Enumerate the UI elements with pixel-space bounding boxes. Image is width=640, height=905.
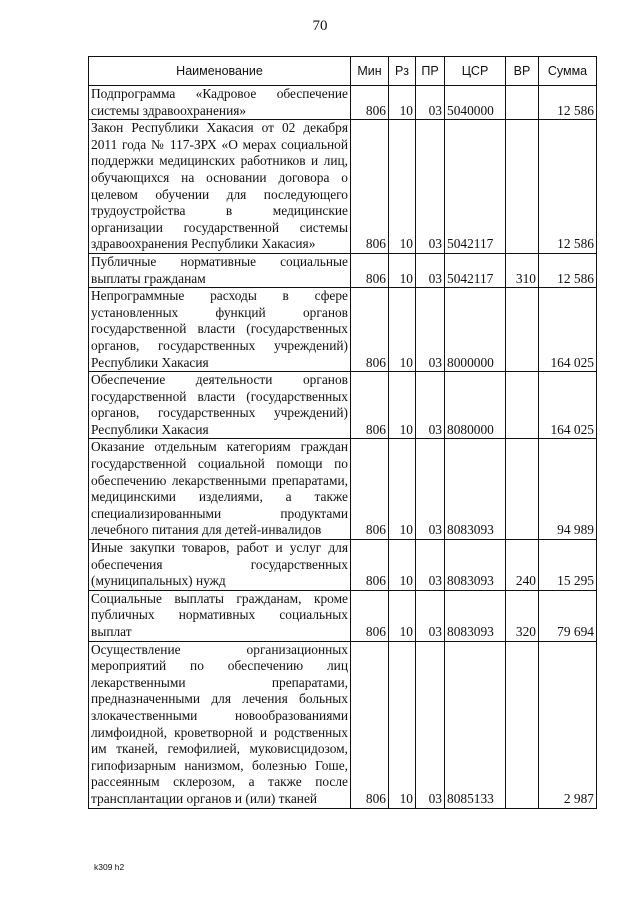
row-sum: 94 989 bbox=[539, 439, 597, 540]
row-pr: 03 bbox=[416, 590, 445, 641]
header-name: Наименование bbox=[89, 57, 351, 86]
table-row bbox=[89, 120, 597, 254]
row-vr bbox=[506, 288, 539, 372]
table-row bbox=[89, 372, 597, 439]
row-rz: 10 bbox=[389, 641, 416, 808]
row-min: 806 bbox=[351, 372, 389, 439]
row-sum: 12 586 bbox=[539, 86, 597, 120]
row-min: 806 bbox=[351, 590, 389, 641]
row-vr bbox=[506, 641, 539, 808]
row-name: Осуществление организационных мероприятий по обеспечению лиц лекарственными препаратами, предназначенными для лечения больных злокачественными новообразованиями лимфоидной, кроветворной и родственных им тканей, гемофилией, муковисцидозом, гипофизарным нанизмом, болезнью Гоше, рассеянным склерозом, а также после трансплантации органов и (или) тканей bbox=[89, 641, 351, 808]
row-pr: 03 bbox=[416, 540, 445, 591]
row-vr bbox=[506, 86, 539, 120]
row-vr: 310 bbox=[506, 253, 539, 287]
row-name: Оказание отдельным категориям граждан государственной социальной помощи по обеспечению лекарственными препаратами, медицинскими изделиями, а также специализированными продуктами лечебного питания для детей-инвалидов bbox=[89, 439, 351, 540]
row-name: Социальные выплаты гражданам, кроме публичных нормативных социальных выплат bbox=[89, 590, 351, 641]
row-pr: 03 bbox=[416, 253, 445, 287]
row-name: Иные закупки товаров, работ и услуг для обеспечения государственных (муниципальных) нужд bbox=[89, 540, 351, 591]
row-min: 806 bbox=[351, 439, 389, 540]
row-rz: 10 bbox=[389, 439, 416, 540]
table-row bbox=[89, 86, 597, 120]
row-vr bbox=[506, 372, 539, 439]
table-row bbox=[89, 253, 597, 287]
row-csr: 8000000 bbox=[445, 288, 506, 372]
row-min: 806 bbox=[351, 120, 389, 254]
row-rz: 10 bbox=[389, 372, 416, 439]
row-csr: 8085133 bbox=[445, 641, 506, 808]
row-rz: 10 bbox=[389, 86, 416, 120]
row-csr: 5042117 bbox=[445, 253, 506, 287]
row-sum: 12 586 bbox=[539, 253, 597, 287]
page-number: 70 bbox=[312, 18, 328, 34]
header-rz: Рз bbox=[389, 57, 416, 86]
row-sum: 12 586 bbox=[539, 120, 597, 254]
row-sum: 79 694 bbox=[539, 590, 597, 641]
row-csr: 8080000 bbox=[445, 372, 506, 439]
row-csr: 5040000 bbox=[445, 86, 506, 120]
row-min: 806 bbox=[351, 288, 389, 372]
row-pr: 03 bbox=[416, 641, 445, 808]
row-rz: 10 bbox=[389, 540, 416, 591]
table-row bbox=[89, 439, 597, 540]
row-vr bbox=[506, 120, 539, 254]
row-sum: 164 025 bbox=[539, 372, 597, 439]
row-pr: 03 bbox=[416, 288, 445, 372]
header-vr: ВР bbox=[506, 57, 539, 86]
table-row bbox=[89, 590, 597, 641]
header-sum: Сумма bbox=[539, 57, 597, 86]
row-rz: 10 bbox=[389, 253, 416, 287]
row-name: Подпрограмма «Кадровое обеспечение системы здравоохранения» bbox=[89, 86, 351, 120]
row-sum: 164 025 bbox=[539, 288, 597, 372]
row-min: 806 bbox=[351, 641, 389, 808]
row-vr bbox=[506, 439, 539, 540]
row-rz: 10 bbox=[389, 288, 416, 372]
row-pr: 03 bbox=[416, 120, 445, 254]
header-pr: ПР bbox=[416, 57, 445, 86]
table-row bbox=[89, 288, 597, 372]
row-name: Обеспечение деятельности органов государственной власти (государственных органов, государственных учреждений) Республики Хакасия bbox=[89, 372, 351, 439]
table-header-row bbox=[89, 57, 597, 86]
row-name: Закон Республики Хакасия от 02 декабря 2011 года № 117-ЗРХ «О мерах социальной поддержки медицинских работников и лиц, обучающихся на основании договора о целевом обучении для последующего трудоустройства в медицинские организации государственной системы здравоохранения Республики Хакасия» bbox=[89, 120, 351, 254]
row-min: 806 bbox=[351, 540, 389, 591]
row-min: 806 bbox=[351, 253, 389, 287]
row-pr: 03 bbox=[416, 439, 445, 540]
row-csr: 8083093 bbox=[445, 590, 506, 641]
row-csr: 8083093 bbox=[445, 439, 506, 540]
row-sum: 2 987 bbox=[539, 641, 597, 808]
row-rz: 10 bbox=[389, 120, 416, 254]
table-row bbox=[89, 641, 597, 808]
row-csr: 8083093 bbox=[445, 540, 506, 591]
row-csr: 5042117 bbox=[445, 120, 506, 254]
document-code: k309 h2 bbox=[94, 862, 125, 872]
row-name: Непрограммные расходы в сфере установленных функций органов государственной власти (государственных органов, государственных учреждений) Республики Хакасия bbox=[89, 288, 351, 372]
row-rz: 10 bbox=[389, 590, 416, 641]
row-pr: 03 bbox=[416, 372, 445, 439]
row-vr: 240 bbox=[506, 540, 539, 591]
header-csr: ЦСР bbox=[445, 57, 506, 86]
row-sum: 15 295 bbox=[539, 540, 597, 591]
table-row bbox=[89, 540, 597, 591]
row-vr: 320 bbox=[506, 590, 539, 641]
row-min: 806 bbox=[351, 86, 389, 120]
row-pr: 03 bbox=[416, 86, 445, 120]
row-name: Публичные нормативные социальные выплаты гражданам bbox=[89, 253, 351, 287]
header-min: Мин bbox=[351, 57, 389, 86]
budget-table bbox=[88, 56, 597, 809]
